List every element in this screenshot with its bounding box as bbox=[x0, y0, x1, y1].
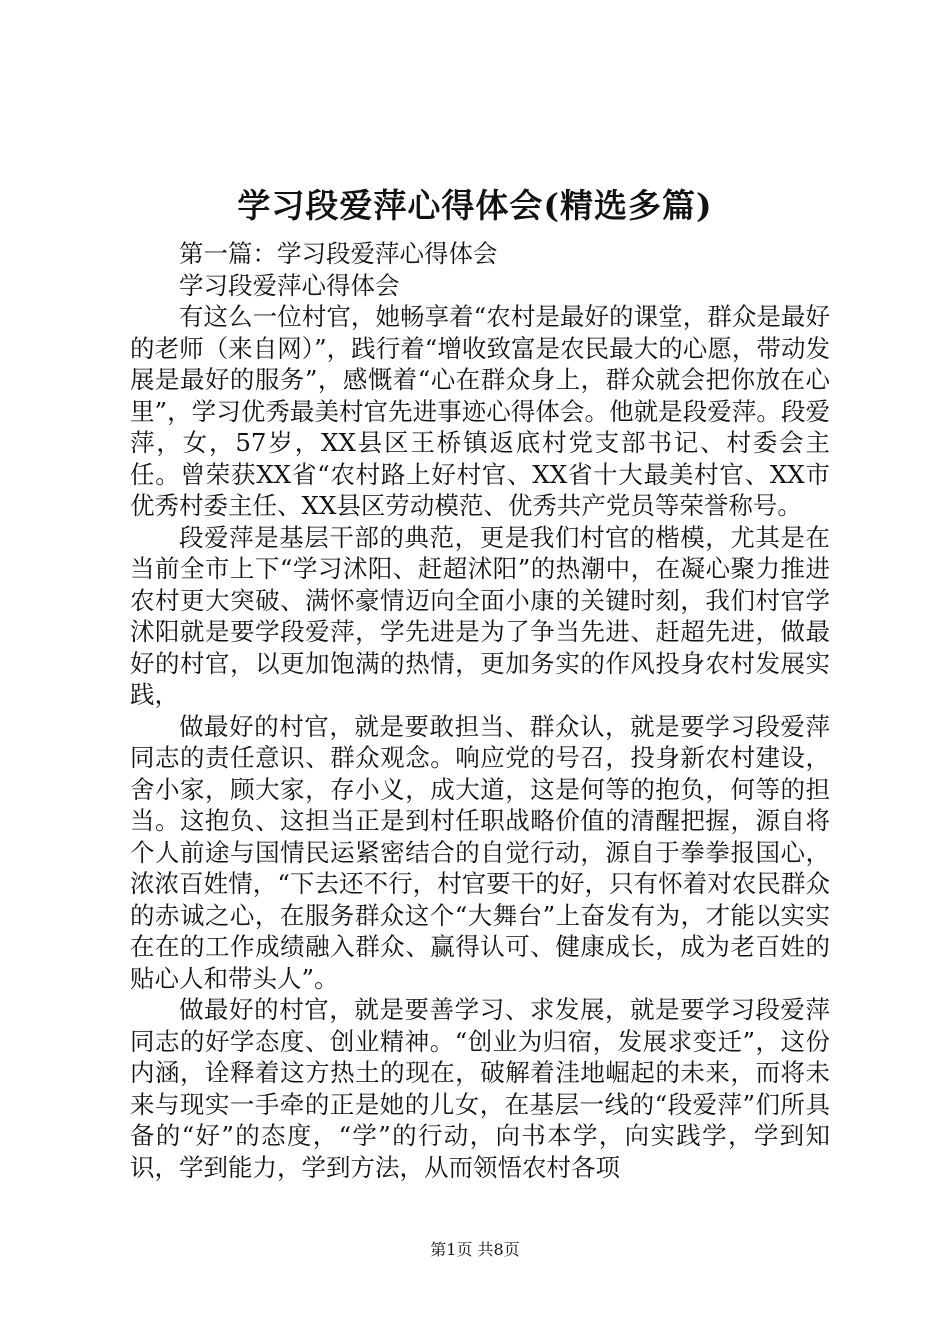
article-heading: 学习段爱萍心得体会 bbox=[179, 270, 400, 300]
body-paragraph: 段爱萍是基层干部的典范，更是我们村官的楷模，尤其是在当前全市上下“学习沭阳、赶超沭阳”的热潮中，在凝心聚力推进农村更大突破、满怀豪情迈向全面小康的关键时刻，我们村官学沭阳就是要学段爱萍，学先进是为了争当先进、赶超先进，做最好的村官，以更加饱满的热情，更加务实的作风投身农村发展实践， bbox=[130, 522, 830, 709]
body-paragraph: 做最好的村官，就是要敢担当、群众认，就是要学习段爱萍同志的责任意识、群众观念。响应党的号召，投身新农村建设，舍小家，顾大家，存小义，成大道，这是何等的抱负，何等的担当。这抱负、这担当正是到村任职战略价值的清醒把握，源自将个人前途与国情民运紧密结合的自觉行动，源自于拳拳报国心，浓浓百姓情，“下去还不行，村官要干的好，只有怀着对农民群众的赤诚之心，在服务群众这个“大舞台”上奋发有为，才能以实实在在的工作成绩融入群众、赢得认可、健康成长，成为老百姓的贴心人和带头人”。 bbox=[130, 711, 830, 993]
body-paragraph: 做最好的村官，就是要善学习、求发展，就是要学习段爱萍同志的好学态度、创业精神。“创业为归宿，发展求变迁”，这份内涵，诠释着这方热土的现在，破解着洼地崛起的未来，而将未来与现实一手牵的正是她的儿女，在基层一线的“段爱萍”们所具备的“好”的态度，“学”的行动，向书本学，向实践学，学到知识，学到能力，学到方法，从而领悟农村各项 bbox=[130, 995, 830, 1182]
section-heading: 第一篇：学习段爱萍心得体会 bbox=[179, 239, 498, 268]
document-body bbox=[130, 238, 830, 1183]
body-paragraph: 有这么一位村官，她畅享着“农村是最好的课堂，群众是最好的老师（来自网）”，践行着“增收致富是农民最大的心愿，带动发展是最好的服务”，感慨着“心在群众身上，群众就会把你放在心里”，学习优秀最美村官先进事迹心得体会。他就是段爱萍。段爱萍，女，57岁，XX县区王桥镇返底村党支部书记、村委会主任。曾荣获XX省“农村路上好村官、XX省十大最美村官、XX市优秀村委主任、XX县区劳动模范、优秀共产党员等荣誉称号。 bbox=[130, 302, 830, 520]
page-number-footer: 第1页 共8页 bbox=[430, 1240, 520, 1259]
document-title: 学习段爱萍心得体会(精选多篇) bbox=[237, 186, 713, 225]
